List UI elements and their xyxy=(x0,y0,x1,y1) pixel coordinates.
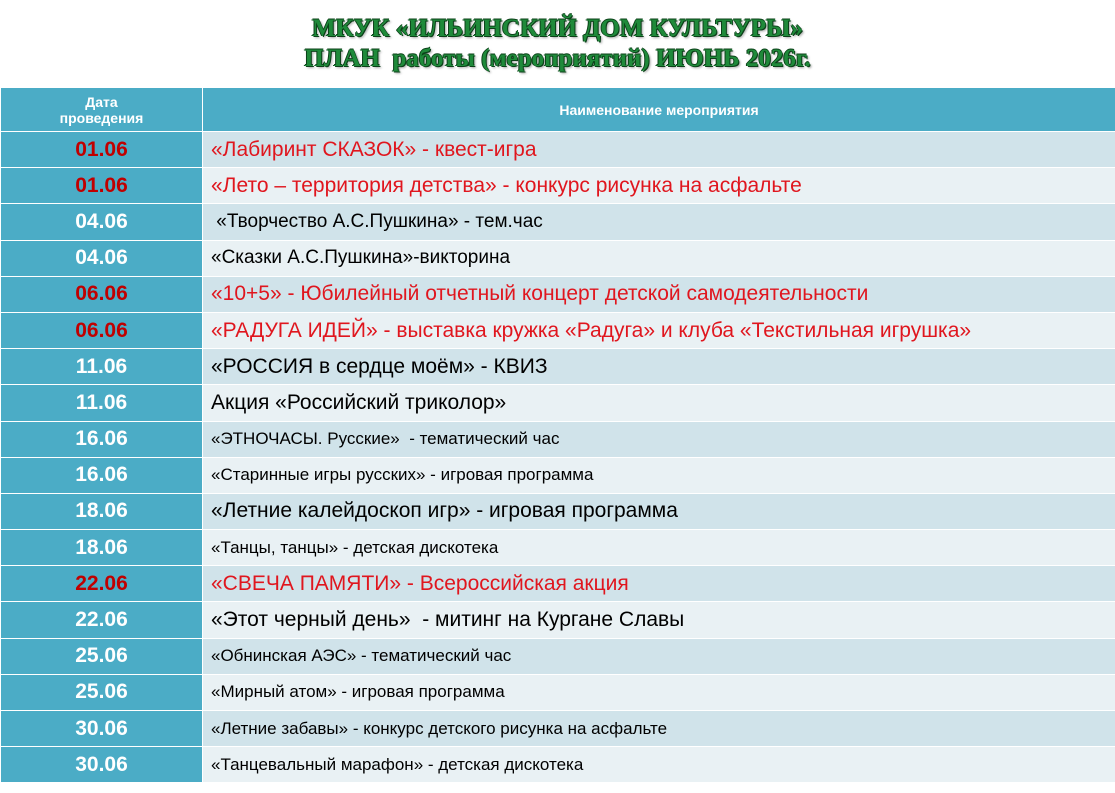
event-date: 04.06 xyxy=(1,240,203,276)
events-table xyxy=(0,87,1115,783)
event-name: «ЭТНОЧАСЫ. Русские» - тематический час xyxy=(203,421,1115,457)
event-date: 25.06 xyxy=(1,638,203,674)
event-name: «Танцы, танцы» - детская дискотека xyxy=(203,530,1115,566)
event-date: 16.06 xyxy=(1,457,203,493)
event-date: 30.06 xyxy=(1,711,203,747)
event-name: «Сказки А.С.Пушкина»-викторина xyxy=(203,240,1115,276)
event-date: 25.06 xyxy=(1,674,203,710)
event-date: 22.06 xyxy=(1,602,203,638)
document-title xyxy=(0,14,1115,74)
event-name: «СВЕЧА ПАМЯТИ» - Всероссийская акция xyxy=(203,566,1115,602)
event-name: «Летние забавы» - конкурс детского рисунка на асфальте xyxy=(203,711,1115,747)
table-row xyxy=(1,168,1115,204)
table-row xyxy=(1,204,1115,240)
event-date: 06.06 xyxy=(1,312,203,348)
event-date: 01.06 xyxy=(1,132,203,168)
table-row xyxy=(1,132,1115,168)
table-row xyxy=(1,566,1115,602)
table-row xyxy=(1,747,1115,783)
event-name: «Летние калейдоскоп игр» - игровая программа xyxy=(203,493,1115,529)
event-name: «Лабиринт СКАЗОК» - квест-игра xyxy=(203,132,1115,168)
header-name: Наименование мероприятия xyxy=(203,88,1115,132)
event-name: «Мирный атом» - игровая программа xyxy=(203,674,1115,710)
event-name: «Старинные игры русских» - игровая программа xyxy=(203,457,1115,493)
event-date: 04.06 xyxy=(1,204,203,240)
header-date xyxy=(1,88,203,132)
event-name: «Творчество А.С.Пушкина» - тем.час xyxy=(203,204,1115,240)
table-row xyxy=(1,457,1115,493)
table-header-row xyxy=(1,88,1115,132)
table-row xyxy=(1,276,1115,312)
organization-title: МКУК «ИЛЬИНСКИЙ ДОМ КУЛЬТУРЫ» xyxy=(311,15,804,42)
table-row xyxy=(1,638,1115,674)
event-date: 11.06 xyxy=(1,349,203,385)
event-name: «РОССИЯ в сердце моём» - КВИЗ xyxy=(203,349,1115,385)
event-date: 18.06 xyxy=(1,493,203,529)
event-name: «РАДУГА ИДЕЙ» - выставка кружка «Радуга» и клуба «Текстильная игрушка» xyxy=(203,312,1115,348)
event-date: 11.06 xyxy=(1,385,203,421)
header-date-label: Дата проведения xyxy=(59,93,144,126)
table-row xyxy=(1,602,1115,638)
table-row xyxy=(1,421,1115,457)
table-row xyxy=(1,385,1115,421)
event-date: 06.06 xyxy=(1,276,203,312)
table-row xyxy=(1,349,1115,385)
event-date: 22.06 xyxy=(1,566,203,602)
table-row xyxy=(1,674,1115,710)
plan-title: ПЛАН работы (мероприятий) ИЮНЬ 2026г. xyxy=(304,45,811,72)
event-date: 01.06 xyxy=(1,168,203,204)
event-name: «Лето – территория детства» - конкурс рисунка на асфальте xyxy=(203,168,1115,204)
table-row xyxy=(1,711,1115,747)
table-row xyxy=(1,240,1115,276)
event-date: 16.06 xyxy=(1,421,203,457)
event-name: «Этот черный день» - митинг на Кургане Славы xyxy=(203,602,1115,638)
event-name: «Обнинская АЭС» - тематический час xyxy=(203,638,1115,674)
event-name: «10+5» - Юбилейный отчетный концерт детской самодеятельности xyxy=(203,276,1115,312)
table-row xyxy=(1,312,1115,348)
table-row xyxy=(1,493,1115,529)
event-date: 30.06 xyxy=(1,747,203,783)
table-row xyxy=(1,530,1115,566)
event-name: «Танцевальный марафон» - детская дискотека xyxy=(203,747,1115,783)
event-date: 18.06 xyxy=(1,530,203,566)
event-name: Акция «Российский триколор» xyxy=(203,385,1115,421)
